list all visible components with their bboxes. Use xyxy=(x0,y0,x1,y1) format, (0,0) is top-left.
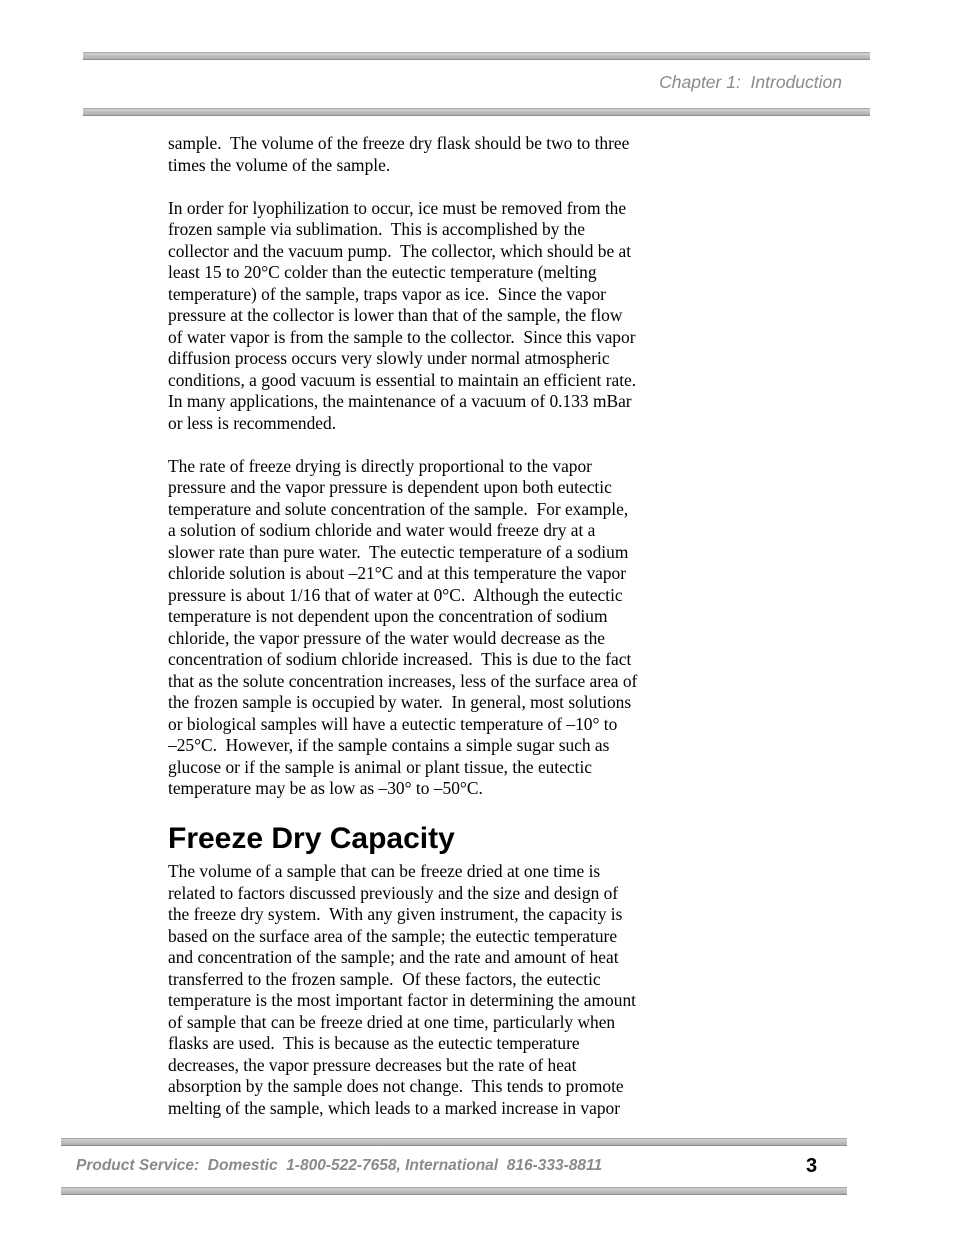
text-line: diffusion process occurs very slowly under normal atmospheric xyxy=(168,348,610,368)
text-line: The rate of freeze drying is directly proportional to the vapor xyxy=(168,455,592,476)
text-line: The volume of a sample that can be freeze dried at one time is xyxy=(168,861,601,881)
text-line: based on the surface area of the sample; the eutectic temperature xyxy=(168,925,618,946)
chapter-title: Chapter 1: Introduction xyxy=(659,72,842,92)
text-line: chloride solution is about –21°C and at this temperature the vapor xyxy=(168,563,627,583)
text-line: sample. The volume of the freeze dry flask should be two to three xyxy=(168,133,630,153)
text-line: glucose or if the sample is animal or plant tissue, the eutectic xyxy=(168,756,593,777)
text-line: melting of the sample, which leads to a marked increase in vapor xyxy=(168,1097,621,1118)
text-line: –25°C. However, if the sample contains a simple sugar such as xyxy=(168,735,610,755)
header-rule-top xyxy=(83,52,870,60)
footer-rule-top xyxy=(61,1138,847,1146)
text-line: chloride, the vapor pressure of the water would decrease as the xyxy=(168,627,605,648)
text-line: absorption by the sample does not change. This tends to promote xyxy=(168,1076,624,1096)
text-line: temperature and solute concentration of the sample. For example, xyxy=(168,498,629,519)
text-line: In order for lyophilization to occur, ice must be removed from the xyxy=(168,197,627,218)
text-line: slower rate than pure water. The eutectic temperature of a sodium xyxy=(168,541,629,562)
text-line: concentration of sodium chloride increased. This is due to the fact xyxy=(168,649,632,669)
text-line: and concentration of the sample; and the rate and amount of heat xyxy=(168,947,619,967)
text-line: the frozen sample is occupied by water. In general, most solutions xyxy=(168,692,632,712)
text-line: decreases, the vapor pressure decreases but the rate of heat xyxy=(168,1054,577,1075)
header-rule-bottom xyxy=(83,108,870,116)
text-line: times the volume of the sample. xyxy=(168,154,391,175)
text-line: collector and the vacuum pump. The collector, which should be at xyxy=(168,240,632,261)
text-line: temperature) of the sample, traps vapor as ice. Since the vapor xyxy=(168,283,606,304)
text-line: of water vapor is from the sample to the collector. Since this vapor xyxy=(168,326,636,347)
footer-service-text: Product Service: Domestic 1-800-522-7658, International 816-333-8811 xyxy=(76,1157,603,1174)
paragraph-2 xyxy=(168,198,680,435)
page-body xyxy=(168,133,680,1119)
text-line: pressure at the collector is lower than that of the sample, the flow xyxy=(168,305,623,325)
text-line: of sample that can be freeze dried at one time, particularly when xyxy=(168,1011,616,1032)
text-line: a solution of sodium chloride and water would freeze dry at a xyxy=(168,520,596,540)
section-heading: Freeze Dry Capacity xyxy=(168,822,455,855)
text-line: pressure is about 1/16 that of water at 0°C. Although the eutectic xyxy=(168,584,623,605)
paragraph-1 xyxy=(168,133,680,176)
footer-rule-bottom xyxy=(61,1187,847,1195)
text-line: or biological samples will have a eutectic temperature of –10° to xyxy=(168,713,618,734)
text-line: temperature may be as low as –30° to –50°C. xyxy=(168,778,483,798)
paragraph-3 xyxy=(168,456,680,800)
text-line: flasks are used. This is because as the eutectic temperature xyxy=(168,1033,580,1053)
text-line: the freeze dry system. With any given instrument, the capacity is xyxy=(168,904,623,924)
text-line: related to factors discussed previously and the size and design of xyxy=(168,882,619,903)
page-number: 3 xyxy=(806,1155,818,1177)
text-line: transferred to the frozen sample. Of these factors, the eutectic xyxy=(168,968,601,989)
paragraph-4 xyxy=(168,861,680,1119)
text-line: or less is recommended. xyxy=(168,412,337,433)
text-line: least 15 to 20°C colder than the eutectic temperature (melting xyxy=(168,262,597,282)
text-line: temperature is the most important factor in determining the amount xyxy=(168,990,636,1010)
text-line: that as the solute concentration increases, less of the surface area of xyxy=(168,670,638,691)
text-line: pressure and the vapor pressure is dependent upon both eutectic xyxy=(168,477,612,497)
text-line: conditions, a good vacuum is essential to maintain an efficient rate. xyxy=(168,369,637,390)
text-line: frozen sample via sublimation. This is accomplished by the xyxy=(168,219,585,239)
text-line: temperature is not dependent upon the concentration of sodium xyxy=(168,606,608,626)
text-line: In many applications, the maintenance of a vacuum of 0.133 mBar xyxy=(168,391,632,411)
